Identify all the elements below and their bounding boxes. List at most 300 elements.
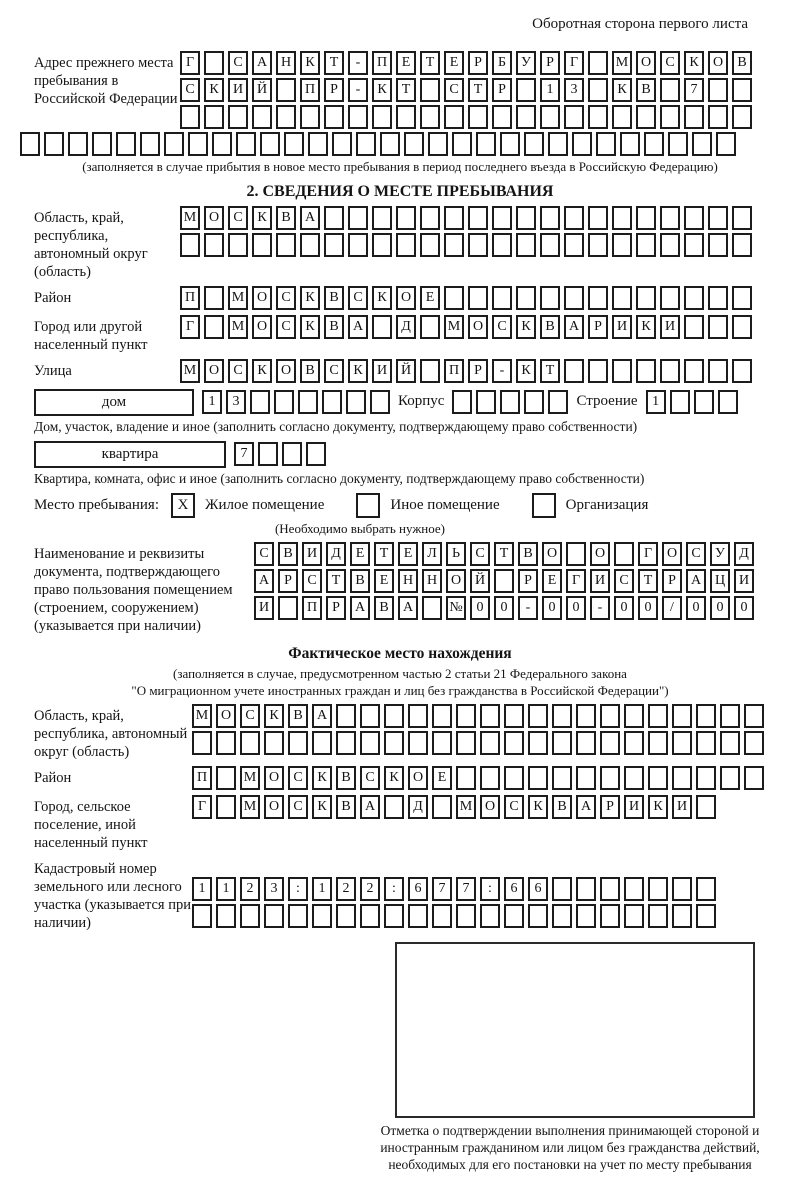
char-cell[interactable] (708, 286, 728, 310)
char-cell[interactable]: В (636, 78, 656, 102)
char-cell[interactable]: Р (540, 51, 560, 75)
char-cell[interactable] (356, 132, 376, 156)
char-cell[interactable] (212, 132, 232, 156)
checkbox-other-premises[interactable] (356, 493, 380, 518)
char-cell[interactable] (298, 390, 318, 414)
char-cell[interactable]: А (360, 795, 380, 819)
char-cell[interactable]: С (228, 206, 248, 230)
char-cell[interactable] (180, 233, 200, 257)
char-cell[interactable]: Й (470, 569, 490, 593)
char-cell[interactable]: К (612, 78, 632, 102)
char-cell[interactable] (744, 766, 764, 790)
char-cell[interactable]: К (648, 795, 668, 819)
char-cell[interactable] (672, 877, 692, 901)
char-cell[interactable]: О (480, 795, 500, 819)
char-cell[interactable]: С (614, 569, 634, 593)
char-cell[interactable] (324, 105, 344, 129)
char-cell[interactable] (720, 731, 740, 755)
char-cell[interactable] (624, 704, 644, 728)
char-cell[interactable] (684, 105, 704, 129)
char-cell[interactable] (696, 877, 716, 901)
char-cell[interactable] (346, 390, 366, 414)
char-cell[interactable]: П (300, 78, 320, 102)
char-cell[interactable]: 7 (234, 442, 254, 466)
char-cell[interactable] (660, 206, 680, 230)
char-cell[interactable] (732, 315, 752, 339)
char-cell[interactable]: К (372, 78, 392, 102)
char-cell[interactable]: К (384, 766, 404, 790)
char-cell[interactable]: С (276, 286, 296, 310)
char-cell[interactable]: О (252, 315, 272, 339)
char-cell[interactable]: К (300, 286, 320, 310)
char-cell[interactable] (504, 904, 524, 928)
char-cell[interactable] (180, 105, 200, 129)
char-cell[interactable] (380, 132, 400, 156)
char-cell[interactable] (732, 206, 752, 230)
char-cell[interactable] (236, 132, 256, 156)
char-cell[interactable]: Т (324, 51, 344, 75)
char-cell[interactable]: К (300, 51, 320, 75)
char-cell[interactable]: 1 (312, 877, 332, 901)
char-cell[interactable] (612, 286, 632, 310)
char-cell[interactable] (552, 731, 572, 755)
char-cell[interactable] (500, 132, 520, 156)
char-cell[interactable]: О (264, 795, 284, 819)
char-cell[interactable] (456, 731, 476, 755)
char-cell[interactable] (564, 105, 584, 129)
char-cell[interactable] (564, 359, 584, 383)
char-cell[interactable] (456, 704, 476, 728)
char-cell[interactable]: С (660, 51, 680, 75)
char-cell[interactable] (516, 286, 536, 310)
char-cell[interactable]: 0 (542, 596, 562, 620)
char-cell[interactable] (468, 206, 488, 230)
char-cell[interactable] (372, 105, 392, 129)
char-cell[interactable] (420, 233, 440, 257)
char-cell[interactable]: Р (588, 315, 608, 339)
char-cell[interactable]: К (300, 315, 320, 339)
char-cell[interactable] (372, 206, 392, 230)
char-cell[interactable]: С (686, 542, 706, 566)
char-cell[interactable]: В (324, 315, 344, 339)
char-cell[interactable] (408, 904, 428, 928)
char-cell[interactable]: 1 (216, 877, 236, 901)
char-cell[interactable] (620, 132, 640, 156)
char-cell[interactable]: К (264, 704, 284, 728)
char-cell[interactable] (540, 286, 560, 310)
char-cell[interactable] (452, 132, 472, 156)
char-cell[interactable] (636, 206, 656, 230)
char-cell[interactable] (600, 731, 620, 755)
char-cell[interactable]: П (192, 766, 212, 790)
char-cell[interactable] (228, 233, 248, 257)
char-cell[interactable] (348, 105, 368, 129)
char-cell[interactable] (408, 704, 428, 728)
char-cell[interactable] (692, 132, 712, 156)
char-cell[interactable]: К (516, 359, 536, 383)
char-cell[interactable] (164, 132, 184, 156)
char-cell[interactable]: О (542, 542, 562, 566)
char-cell[interactable] (708, 206, 728, 230)
char-cell[interactable]: М (612, 51, 632, 75)
char-cell[interactable] (624, 877, 644, 901)
char-cell[interactable]: 3 (264, 877, 284, 901)
char-cell[interactable]: В (374, 596, 394, 620)
char-cell[interactable] (452, 390, 472, 414)
char-cell[interactable] (528, 904, 548, 928)
char-cell[interactable] (648, 731, 668, 755)
char-cell[interactable] (420, 359, 440, 383)
char-cell[interactable]: 3 (564, 78, 584, 102)
char-cell[interactable]: С (444, 78, 464, 102)
char-cell[interactable]: А (564, 315, 584, 339)
char-cell[interactable]: Р (600, 795, 620, 819)
char-cell[interactable] (588, 78, 608, 102)
char-cell[interactable] (300, 233, 320, 257)
char-cell[interactable] (718, 390, 738, 414)
char-cell[interactable] (672, 904, 692, 928)
char-cell[interactable]: Т (374, 542, 394, 566)
char-cell[interactable]: 0 (638, 596, 658, 620)
char-cell[interactable]: В (278, 542, 298, 566)
char-cell[interactable] (624, 766, 644, 790)
char-cell[interactable] (396, 105, 416, 129)
char-cell[interactable] (744, 731, 764, 755)
char-cell[interactable]: С (276, 315, 296, 339)
char-cell[interactable]: Р (518, 569, 538, 593)
char-cell[interactable] (576, 766, 596, 790)
char-cell[interactable] (336, 904, 356, 928)
char-cell[interactable]: М (192, 704, 212, 728)
char-cell[interactable]: А (350, 596, 370, 620)
char-cell[interactable] (694, 390, 714, 414)
char-cell[interactable] (384, 904, 404, 928)
char-cell[interactable] (308, 132, 328, 156)
char-cell[interactable]: 0 (566, 596, 586, 620)
char-cell[interactable] (732, 286, 752, 310)
char-cell[interactable]: И (372, 359, 392, 383)
char-cell[interactable] (274, 390, 294, 414)
char-cell[interactable] (552, 766, 572, 790)
char-cell[interactable]: И (590, 569, 610, 593)
char-cell[interactable]: С (324, 359, 344, 383)
char-cell[interactable]: О (264, 766, 284, 790)
char-cell[interactable]: М (456, 795, 476, 819)
char-cell[interactable]: Г (192, 795, 212, 819)
char-cell[interactable]: В (300, 359, 320, 383)
char-cell[interactable]: 7 (456, 877, 476, 901)
char-cell[interactable] (44, 132, 64, 156)
char-cell[interactable]: В (324, 286, 344, 310)
char-cell[interactable] (744, 704, 764, 728)
char-cell[interactable]: 6 (408, 877, 428, 901)
char-cell[interactable] (492, 206, 512, 230)
char-cell[interactable] (588, 286, 608, 310)
char-cell[interactable] (614, 542, 634, 566)
char-cell[interactable] (636, 233, 656, 257)
char-cell[interactable] (324, 206, 344, 230)
char-cell[interactable] (636, 359, 656, 383)
char-cell[interactable]: К (516, 315, 536, 339)
char-cell[interactable]: 3 (226, 390, 246, 414)
char-cell[interactable] (600, 704, 620, 728)
char-cell[interactable] (648, 904, 668, 928)
char-cell[interactable]: Т (468, 78, 488, 102)
char-cell[interactable] (504, 731, 524, 755)
char-cell[interactable]: А (300, 206, 320, 230)
char-cell[interactable] (192, 904, 212, 928)
char-cell[interactable] (422, 596, 442, 620)
char-cell[interactable] (188, 132, 208, 156)
char-cell[interactable]: Т (540, 359, 560, 383)
char-cell[interactable] (636, 105, 656, 129)
char-cell[interactable] (322, 390, 342, 414)
char-cell[interactable]: К (348, 359, 368, 383)
char-cell[interactable] (696, 766, 716, 790)
char-cell[interactable]: О (252, 286, 272, 310)
char-cell[interactable]: В (732, 51, 752, 75)
char-cell[interactable] (708, 105, 728, 129)
char-cell[interactable] (670, 390, 690, 414)
char-cell[interactable]: И (624, 795, 644, 819)
char-cell[interactable]: В (288, 704, 308, 728)
char-cell[interactable] (624, 731, 644, 755)
char-cell[interactable] (476, 390, 496, 414)
char-cell[interactable]: О (590, 542, 610, 566)
char-cell[interactable] (732, 105, 752, 129)
char-cell[interactable]: О (446, 569, 466, 593)
char-cell[interactable] (360, 731, 380, 755)
char-cell[interactable] (284, 132, 304, 156)
char-cell[interactable] (396, 233, 416, 257)
char-cell[interactable] (624, 904, 644, 928)
char-cell[interactable]: П (302, 596, 322, 620)
char-cell[interactable] (444, 286, 464, 310)
char-cell[interactable]: Т (326, 569, 346, 593)
char-cell[interactable] (696, 731, 716, 755)
char-cell[interactable] (240, 731, 260, 755)
char-cell[interactable]: О (204, 359, 224, 383)
char-cell[interactable]: Е (542, 569, 562, 593)
char-cell[interactable] (420, 78, 440, 102)
char-cell[interactable] (660, 286, 680, 310)
char-cell[interactable] (468, 286, 488, 310)
char-cell[interactable] (648, 704, 668, 728)
char-cell[interactable] (572, 132, 592, 156)
char-cell[interactable] (204, 315, 224, 339)
char-cell[interactable]: В (350, 569, 370, 593)
char-cell[interactable] (432, 704, 452, 728)
char-cell[interactable] (492, 233, 512, 257)
char-cell[interactable]: 7 (432, 877, 452, 901)
char-cell[interactable] (672, 766, 692, 790)
char-cell[interactable] (228, 105, 248, 129)
checkbox-residential[interactable]: X (171, 493, 195, 518)
char-cell[interactable]: К (252, 206, 272, 230)
char-cell[interactable] (720, 766, 740, 790)
char-cell[interactable]: Т (638, 569, 658, 593)
char-cell[interactable]: И (660, 315, 680, 339)
char-cell[interactable]: М (228, 315, 248, 339)
char-cell[interactable] (716, 132, 736, 156)
char-cell[interactable] (216, 904, 236, 928)
char-cell[interactable] (500, 390, 520, 414)
char-cell[interactable]: Л (422, 542, 442, 566)
char-cell[interactable] (684, 233, 704, 257)
char-cell[interactable] (204, 233, 224, 257)
char-cell[interactable]: Т (420, 51, 440, 75)
char-cell[interactable] (636, 286, 656, 310)
char-cell[interactable]: К (372, 286, 392, 310)
char-cell[interactable] (552, 704, 572, 728)
char-cell[interactable] (468, 233, 488, 257)
char-cell[interactable]: С (254, 542, 274, 566)
char-cell[interactable] (644, 132, 664, 156)
char-cell[interactable]: Д (408, 795, 428, 819)
char-cell[interactable]: Р (278, 569, 298, 593)
char-cell[interactable] (696, 795, 716, 819)
char-cell[interactable]: Й (396, 359, 416, 383)
char-cell[interactable]: 1 (646, 390, 666, 414)
char-cell[interactable] (264, 904, 284, 928)
char-cell[interactable]: Г (180, 315, 200, 339)
char-cell[interactable]: Е (374, 569, 394, 593)
char-cell[interactable] (216, 795, 236, 819)
char-cell[interactable]: Е (444, 51, 464, 75)
char-cell[interactable] (372, 233, 392, 257)
char-cell[interactable] (216, 766, 236, 790)
char-cell[interactable] (420, 105, 440, 129)
char-cell[interactable]: К (684, 51, 704, 75)
char-cell[interactable] (312, 904, 332, 928)
char-cell[interactable]: Т (494, 542, 514, 566)
char-cell[interactable]: Д (326, 542, 346, 566)
char-cell[interactable] (504, 766, 524, 790)
char-cell[interactable]: - (492, 359, 512, 383)
char-cell[interactable] (660, 105, 680, 129)
char-cell[interactable]: О (204, 206, 224, 230)
house-box[interactable]: дом (34, 389, 194, 416)
char-cell[interactable]: О (662, 542, 682, 566)
char-cell[interactable]: И (228, 78, 248, 102)
char-cell[interactable] (708, 315, 728, 339)
char-cell[interactable]: 0 (614, 596, 634, 620)
char-cell[interactable] (552, 877, 572, 901)
char-cell[interactable] (588, 359, 608, 383)
char-cell[interactable]: У (516, 51, 536, 75)
char-cell[interactable]: Е (420, 286, 440, 310)
char-cell[interactable]: М (228, 286, 248, 310)
char-cell[interactable]: Г (180, 51, 200, 75)
char-cell[interactable] (708, 78, 728, 102)
char-cell[interactable] (276, 78, 296, 102)
char-cell[interactable] (600, 904, 620, 928)
char-cell[interactable] (216, 731, 236, 755)
char-cell[interactable] (588, 206, 608, 230)
char-cell[interactable]: Е (398, 542, 418, 566)
char-cell[interactable] (564, 233, 584, 257)
char-cell[interactable] (360, 904, 380, 928)
char-cell[interactable] (492, 105, 512, 129)
char-cell[interactable]: Й (252, 78, 272, 102)
char-cell[interactable] (516, 105, 536, 129)
char-cell[interactable]: П (372, 51, 392, 75)
apartment-box[interactable]: квартира (34, 441, 226, 468)
char-cell[interactable]: С (180, 78, 200, 102)
char-cell[interactable]: В (336, 766, 356, 790)
char-cell[interactable] (668, 132, 688, 156)
char-cell[interactable] (444, 233, 464, 257)
char-cell[interactable] (494, 569, 514, 593)
char-cell[interactable] (600, 766, 620, 790)
char-cell[interactable]: С (504, 795, 524, 819)
char-cell[interactable]: В (540, 315, 560, 339)
char-cell[interactable]: И (302, 542, 322, 566)
char-cell[interactable] (420, 206, 440, 230)
char-cell[interactable] (540, 233, 560, 257)
char-cell[interactable]: С (492, 315, 512, 339)
char-cell[interactable]: О (276, 359, 296, 383)
char-cell[interactable]: К (204, 78, 224, 102)
char-cell[interactable] (696, 704, 716, 728)
char-cell[interactable] (92, 132, 112, 156)
char-cell[interactable]: Г (564, 51, 584, 75)
char-cell[interactable] (68, 132, 88, 156)
char-cell[interactable] (548, 390, 568, 414)
char-cell[interactable] (260, 132, 280, 156)
char-cell[interactable]: К (252, 359, 272, 383)
char-cell[interactable] (444, 206, 464, 230)
char-cell[interactable]: Р (662, 569, 682, 593)
checkbox-organization[interactable] (532, 493, 556, 518)
char-cell[interactable]: О (216, 704, 236, 728)
char-cell[interactable] (348, 233, 368, 257)
char-cell[interactable] (648, 766, 668, 790)
char-cell[interactable]: 1 (202, 390, 222, 414)
char-cell[interactable]: М (240, 795, 260, 819)
char-cell[interactable]: С (288, 766, 308, 790)
char-cell[interactable] (408, 731, 428, 755)
char-cell[interactable] (540, 105, 560, 129)
char-cell[interactable]: - (348, 51, 368, 75)
char-cell[interactable]: У (710, 542, 730, 566)
char-cell[interactable] (732, 78, 752, 102)
char-cell[interactable]: Д (734, 542, 754, 566)
char-cell[interactable] (264, 731, 284, 755)
char-cell[interactable] (384, 704, 404, 728)
char-cell[interactable]: А (312, 704, 332, 728)
char-cell[interactable]: С (240, 704, 260, 728)
char-cell[interactable]: Т (396, 78, 416, 102)
char-cell[interactable]: Г (566, 569, 586, 593)
char-cell[interactable] (696, 904, 716, 928)
char-cell[interactable]: Р (468, 359, 488, 383)
char-cell[interactable]: - (348, 78, 368, 102)
char-cell[interactable] (588, 51, 608, 75)
char-cell[interactable]: С (228, 359, 248, 383)
char-cell[interactable] (524, 132, 544, 156)
char-cell[interactable] (444, 105, 464, 129)
char-cell[interactable]: Д (396, 315, 416, 339)
char-cell[interactable] (204, 51, 224, 75)
char-cell[interactable]: И (612, 315, 632, 339)
char-cell[interactable] (576, 877, 596, 901)
char-cell[interactable]: О (708, 51, 728, 75)
char-cell[interactable]: Е (432, 766, 452, 790)
char-cell[interactable] (612, 206, 632, 230)
char-cell[interactable] (564, 286, 584, 310)
char-cell[interactable] (588, 105, 608, 129)
